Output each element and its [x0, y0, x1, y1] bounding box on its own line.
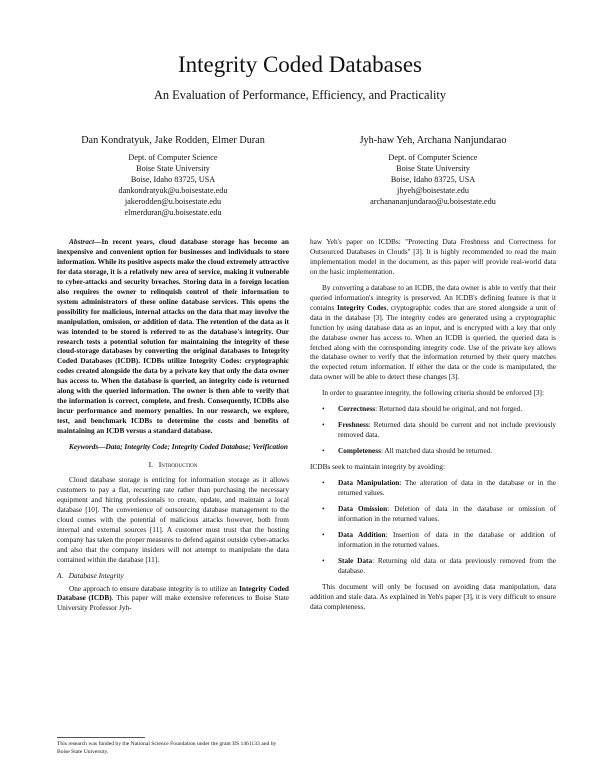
icdb-term: Integrity Coded Database (ICDB) — [57, 583, 289, 603]
author-dept: Dept. of Computer Science — [128, 153, 218, 162]
section-numeral: I. — [148, 460, 154, 470]
keywords-text: Data; Integrity Code; Integrity Coded Database; Verification — [105, 442, 288, 452]
author-email: dankondratyuk@u.boisestate.edu — [118, 186, 228, 195]
integrity-codes-term: Integrity Codes — [337, 302, 387, 312]
paragraph: ICDBs seek to maintain integrity by avoiding: — [310, 462, 445, 472]
author-email: jakerodden@u.boisestate.edu — [124, 197, 222, 206]
abstract — [57, 237, 289, 436]
intro-paragraph: Cloud database storage is enticing for information storage as it allows customers to pay a flat, recurring rate rather than purchasing the necessary equipment and hiring professionals to create, update, and maintain a local database [10]. The convenience of outsourcing database management to the cloud comes with the potential of malicious attacks however, both from internal and external sources [11]. A customer must trust that the hosting company has taken the proper measures to defend against outside cyber-attacks and also that the company insiders will not attempt to manipulate the data contained within the database [11]. — [57, 474, 289, 564]
list-item: • Correctness: Returned data should be original, and not forged. — [322, 404, 523, 414]
paragraph: This document will only be focused on avoiding data manipulation, data addition and stale data. As explained in Yeh's paper [3], it is very difficult to ensure data completeness, — [310, 581, 556, 611]
keywords-dash: — — [98, 442, 106, 452]
bullet-icon: • — [322, 478, 325, 488]
author-email: archanananjundarao@u.boisestate.edu — [370, 197, 496, 206]
keywords-label: Keywords — [69, 442, 99, 452]
author-block-right — [310, 135, 556, 207]
paragraph: In order to guarantee integrity, the following criteria should be enforced [3]: — [322, 388, 544, 398]
author-names: Dan Kondratyuk, Jake Rodden, Elmer Duran — [81, 135, 265, 146]
abstract-text: In recent years, cloud database storage has become an inexpensive and convenient option for businesses and individuals to store information. While its positive aspects make the cloud extremely attractive for data storage, it is a relatively new area of service, making it vulnerable to cyber-attacks and security breaches. Storing data in a foreign location also requires the owner to relinquish control of their information to system administrators of these online database services. This opens the possibility for malicious, internal attacks on the data that may involve the manipulation, omission, or addition of data. The retention of the data as it was intended to be stored is referred to as the database's integrity. Our research tests a potential solution for maintaining the integrity of these cloud-storage databases by converting the original databases to Integrity Coded Databases (ICDB). ICDBs utilize Integrity Codes: cryptographic codes created alongside the data by a private key that only the data owner has access to. When the database is queried, an integrity code is returned along with the queried information. The owner is then able to verify that the information is correct, complete, and fresh. Consequently, ICDBs also incur performance and memory penalties. In our research, we explore, test, and benchmark ICDBs to determine the costs and benefits of maintaining an ICDB versus a standard database. — [57, 237, 289, 436]
bullet-icon: • — [322, 529, 325, 539]
author-email: elmerduran@u.boisestate.edu — [124, 208, 222, 217]
author-dept: Dept. of Computer Science — [388, 153, 478, 162]
right-column — [310, 237, 556, 612]
integrity-paragraph: One approach to ensure database integrity is to utilize an Integrity Coded Database (ICDB). This paper will make extensive references to Boise State University Professor Jyh- — [57, 583, 289, 613]
list-item: • Freshness: Returned data should be current and not include previously removed data. — [322, 420, 556, 440]
paper-subtitle: An Evaluation of Performance, Efficiency, and Practicality — [153, 88, 447, 102]
author-city: Boise, Idaho 83725, USA — [130, 175, 216, 184]
footnote-divider — [57, 737, 145, 738]
list-item: • Data Omission: Deletion of data in the database or omission of information in the returned values. — [322, 503, 556, 523]
paragraph: By converting a database to an ICDB, the data owner is able to verify that their queried information's integrity is preserved. An ICDB's defining feature is that it contains Integrity Codes, cryptographic codes that are stored alongside a unit of data in the database [3]. The integrity codes are generated using a cryptographic function by using database data as an input, and is encrypted with a key that only the database owner has access to. When an ICDB is queried, the queried data is fetched along with the corresponding integrity code. Use of the private key allows the database owner to verify that the information returned by their query matches the expected return information. If either the data or the code is manipulated, the data owner will be able to detect these changes [3]. — [310, 282, 556, 382]
list-item: • Completeness: All matched data should be returned. — [322, 446, 493, 456]
subsection-heading — [57, 571, 289, 581]
author-block-left — [57, 135, 289, 218]
bullet-icon: • — [322, 555, 325, 565]
abstract-dash: — — [94, 237, 102, 246]
author-city: Boise, Idaho 83725, USA — [390, 175, 476, 184]
threats-list — [310, 478, 556, 576]
bullet-icon: • — [322, 420, 325, 430]
bullet-icon: • — [322, 404, 325, 414]
bullet-icon: • — [322, 503, 325, 513]
paper-title: Integrity Coded Databases — [178, 52, 422, 77]
list-item: • Data Addition: Insertion of data in the database or addition of information in the returned values. — [322, 529, 556, 549]
section-title: Introduction — [158, 460, 198, 470]
abstract-label: Abstract — [69, 237, 95, 246]
author-university: Boise State University — [136, 164, 210, 173]
left-column — [57, 237, 289, 613]
criteria-list — [310, 404, 556, 456]
author-email: jhyeh@boisestate.edu — [397, 186, 469, 195]
footnote: This research was funded by the National Science Foundation under the grant IIS 1461133 and by Boise State University. — [57, 741, 277, 755]
subsection-title: Database Integrity — [68, 570, 124, 580]
list-item: • Stale Data: Returning old data or data previously removed from the database. — [322, 555, 556, 575]
keywords — [57, 442, 289, 452]
bullet-icon: • — [322, 446, 325, 456]
subsection-label: A. — [57, 570, 64, 580]
author-university: Boise State University — [396, 164, 470, 173]
list-item: • Data Manipulation: The alteration of data in the database or in the returned values. — [322, 478, 556, 498]
paragraph: haw Yeh's paper on ICDBs: "Protecting Data Freshness and Correctness for Outsourced Databases in Clouds" [3]. It is highly recommended to read the main implementation model in the document, as this paper will provide real-world data on the basic implementation. — [310, 237, 556, 276]
author-names: Jyh-haw Yeh, Archana Nanjundarao — [359, 135, 507, 146]
section-heading-introduction — [57, 460, 289, 470]
